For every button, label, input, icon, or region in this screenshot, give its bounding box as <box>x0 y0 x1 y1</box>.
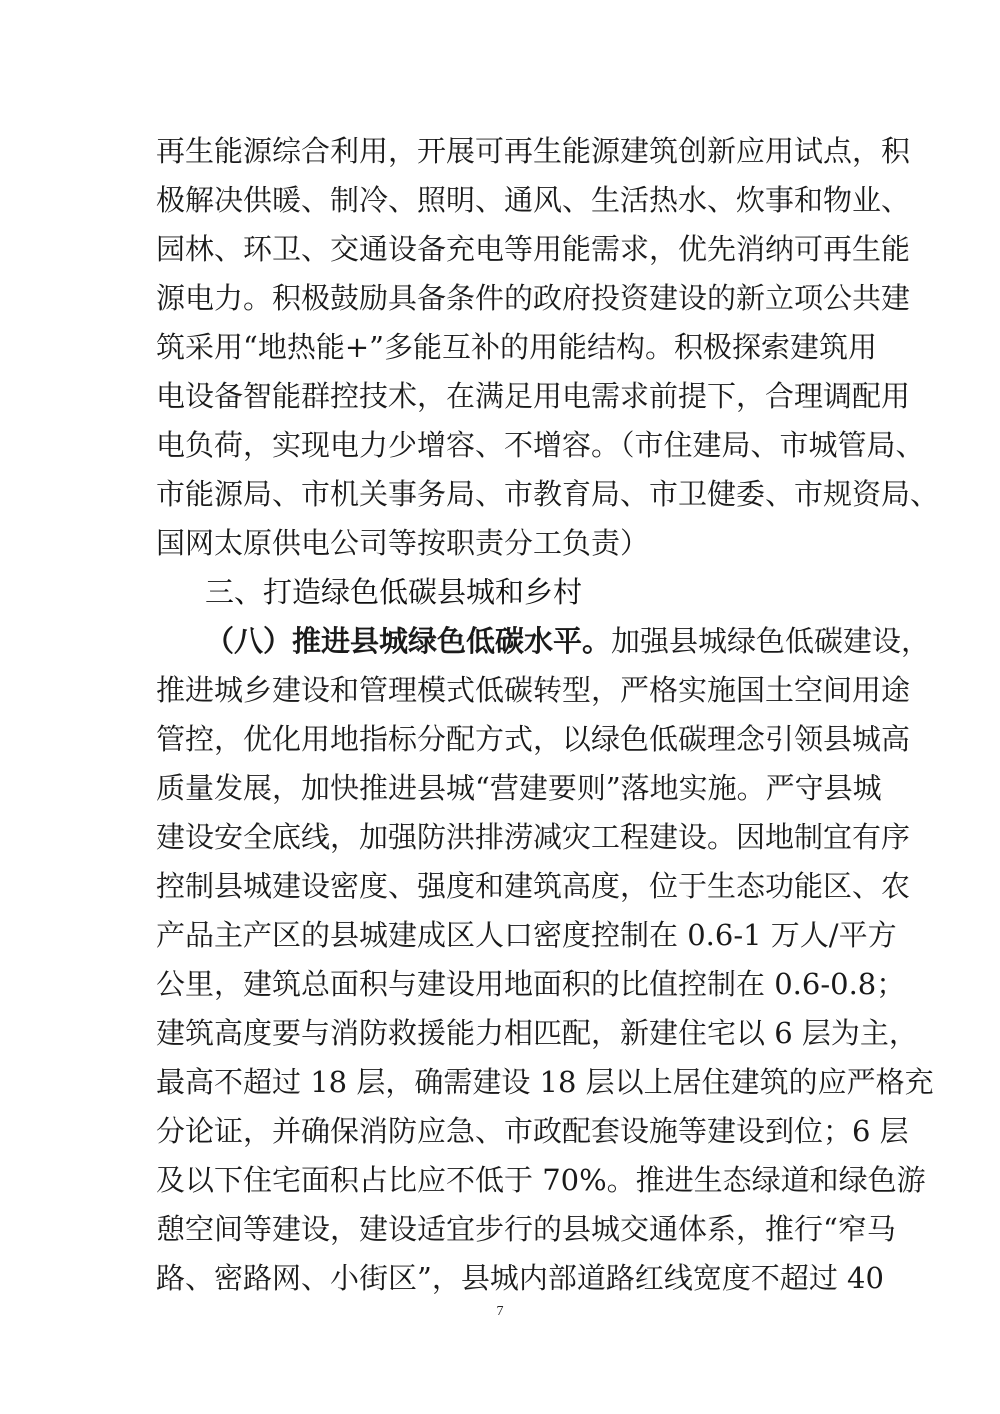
paragraph-2-line-4: 质量发展，加快推进县城“营建要则”落地实施。严守县城 <box>156 771 882 805</box>
paragraph-2-line-8: 公里，建筑总面积与建设用地面积的比值控制在 0.6-0.8； <box>156 967 906 1001</box>
paragraph-1-line-4: 源电力。积极鼓励具备条件的政府投资建设的新立项公共建 <box>156 281 911 315</box>
paragraph-1-line-8: 市能源局、市机关事务局、市教育局、市卫健委、市规资局、 <box>156 477 940 511</box>
paragraph-1-line-3: 园林、环卫、交通设备充电等用能需求，优先消纳可再生能 <box>156 232 911 266</box>
paragraph-2-line-2: 推进城乡建设和管理模式低碳转型，严格实施国土空间用途 <box>156 673 911 707</box>
paragraph-2-line-7: 产品主产区的县城建成区人口密度控制在 0.6-1 万人/平方 <box>156 918 897 952</box>
paragraph-2-line-14: 路、密路网、小街区”，县城内部道路红线宽度不超过 40 <box>156 1261 884 1295</box>
section-heading: 三、打造绿色低碳县城和乡村 <box>205 575 583 609</box>
paragraph-2-line-5: 建设安全底线，加强防洪排涝减灾工程建设。因地制宜有序 <box>156 820 911 854</box>
paragraph-1-line-7: 电负荷，实现电力少增容、不增容。（市住建局、市城管局、 <box>156 428 925 462</box>
paragraph-1-line-9: 国网太原供电公司等按职责分工负责） <box>156 526 650 560</box>
paragraph-2-title: （八）推进县城绿色低碳水平。 <box>205 624 612 658</box>
page-number: 7 <box>496 1304 504 1319</box>
paragraph-2-line-9: 建筑高度要与消防救援能力相匹配，新建住宅以 6 层为主， <box>156 1016 918 1050</box>
paragraph-2-line-13: 憩空间等建设，建设适宜步行的县城交通体系，推行“窄马 <box>156 1212 896 1246</box>
paragraph-2-first-rest: 加强县城绿色低碳建设， <box>611 624 931 658</box>
paragraph-2-line-3: 管控，优化用地指标分配方式，以绿色低碳理念引领县城高 <box>156 722 911 756</box>
paragraph-1-line-5: 筑采用“地热能+”多能互补的用能结构。积极探索建筑用 <box>156 330 877 364</box>
paragraph-1-line-2: 极解决供暖、制冷、照明、通风、生活热水、炊事和物业、 <box>156 183 911 217</box>
paragraph-2-line-1 <box>205 621 931 661</box>
paragraph-2-line-12: 及以下住宅面积占比应不低于 70%。推进生态绿道和绿色游 <box>156 1163 926 1197</box>
paragraph-2-line-11: 分论证，并确保消防应急、市政配套设施等建设到位；6 层 <box>156 1114 909 1148</box>
paragraph-1-line-6: 电设备智能群控技术，在满足用电需求前提下，合理调配用 <box>156 379 911 413</box>
paragraph-2-line-10: 最高不超过 18 层，确需建设 18 层以上居住建筑的应严格充 <box>156 1065 934 1099</box>
paragraph-1-line-1: 再生能源综合利用，开展可再生能源建筑创新应用试点，积 <box>156 134 911 168</box>
paragraph-2-line-6: 控制县城建设密度、强度和建筑高度，位于生态功能区、农 <box>156 869 911 903</box>
